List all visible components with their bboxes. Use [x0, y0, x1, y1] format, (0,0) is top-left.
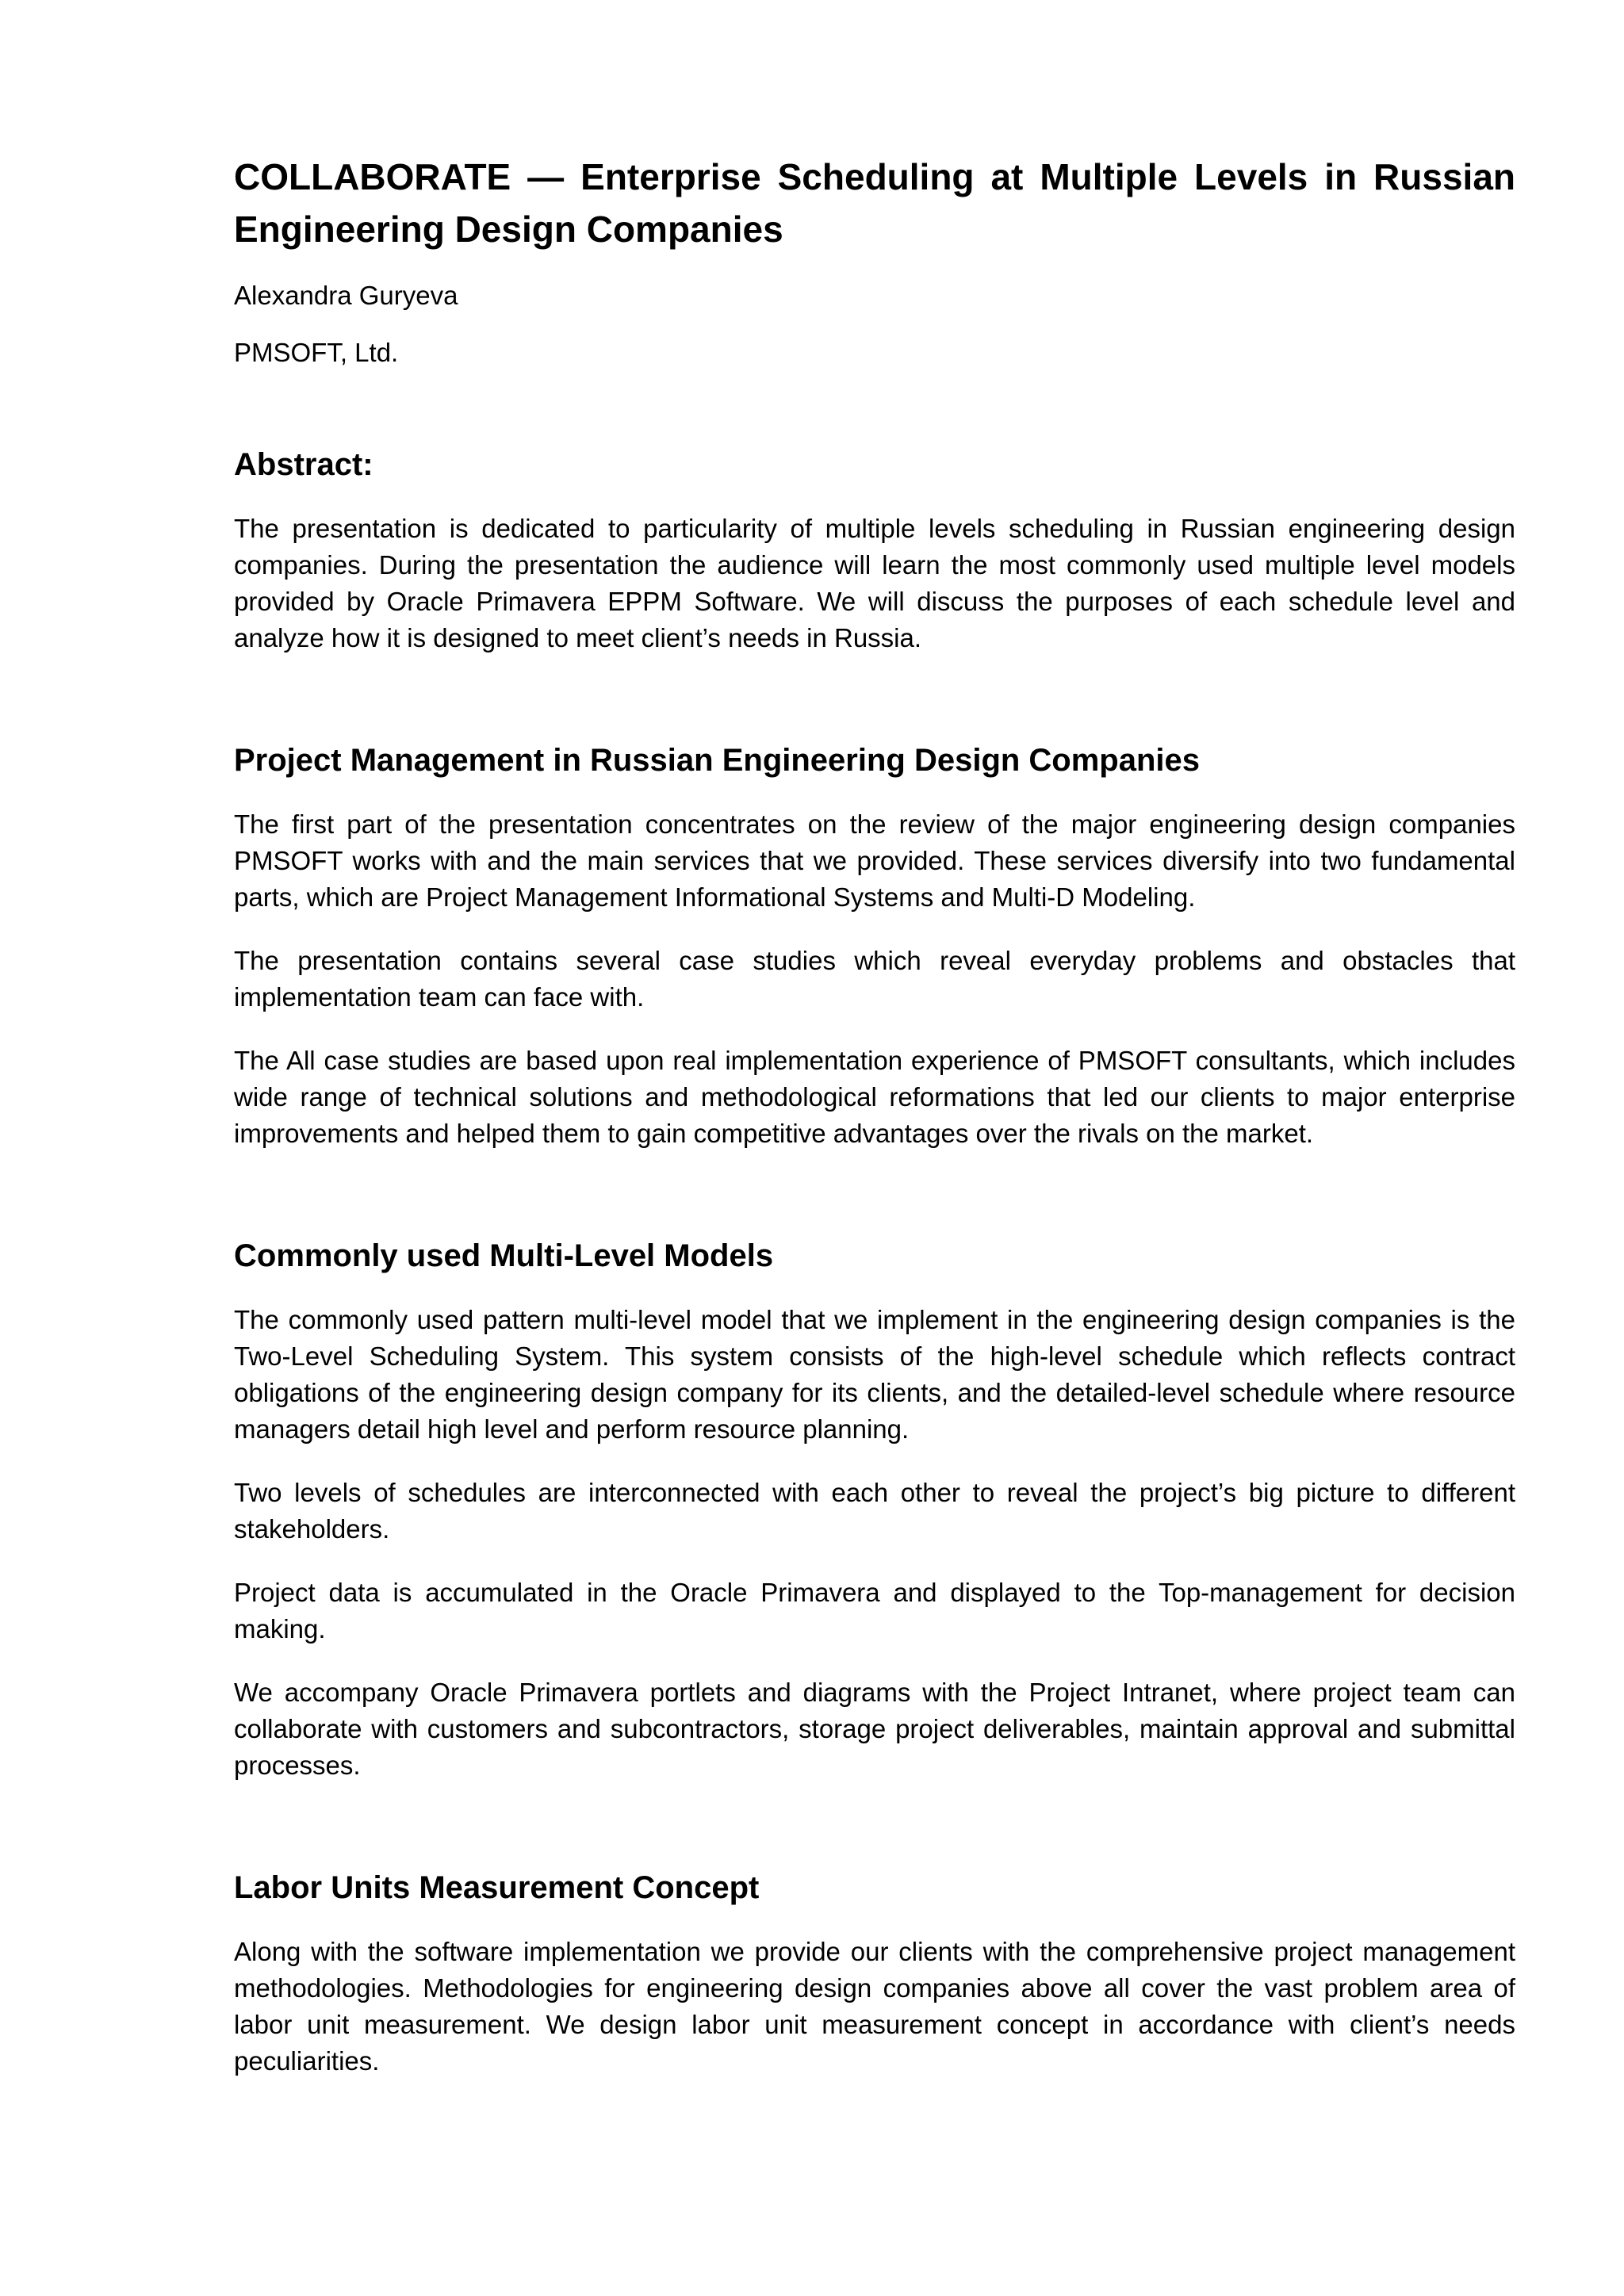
paragraph: The presentation is dedicated to particularity of multiple levels scheduling in Russian engineering design companies. During the presentation the audience will learn the most commonly used multiple level models provided by Oracle Primavera EPPM Software. We will discuss the purposes of each schedule level and analyze how it is designed to meet client’s needs in Russia. — [234, 514, 1515, 652]
paragraph: We accompany Oracle Primavera portlets and diagrams with the Project Intranet, where project team can collaborate with customers and subcontractors, storage project deliverables, maintain approval and submittal processes. — [234, 1678, 1515, 1780]
section-heading-multi-level-models: Commonly used Multi-Level Models — [234, 1238, 774, 1273]
section-heading-labor-units: Labor Units Measurement Concept — [234, 1870, 760, 1905]
document-title: COLLABORATE — Enterprise Scheduling at Multiple Levels in Russian Engineering Design Companies — [234, 156, 1515, 250]
section-multi-level-models — [234, 1236, 1515, 1784]
paragraph: Two levels of schedules are interconnected with each other to reveal the project’s big picture to different stakeholders. — [234, 1478, 1515, 1544]
paragraph: The presentation contains several case studies which reveal everyday problems and obstacles that implementation team can face with. — [234, 946, 1515, 1012]
section-heading-project-management: Project Management in Russian Engineering Design Companies — [234, 743, 1201, 778]
paragraph: Project data is accumulated in the Oracle Primavera and displayed to the Top-management for decision making. — [234, 1578, 1515, 1644]
paragraph: The commonly used pattern multi-level model that we implement in the engineering design companies is the Two-Level Scheduling System. This system consists of the high-level schedule which reflects contract obligations of the engineering design company for its clients, and the detailed-level schedule where resource managers detail high level and perform resource planning. — [234, 1305, 1515, 1444]
section-project-management — [234, 740, 1515, 1152]
section-heading-abstract: Abstract: — [234, 447, 373, 482]
paragraph: The All case studies are based upon real implementation experience of PMSOFT consultants, which includes wide range of technical solutions and methodological reformations that led our clients to major enterprise improvements and helped them to gain competitive advantages over the rivals on the market. — [234, 1046, 1515, 1148]
paragraph: The first part of the presentation concentrates on the review of the major engineering design companies PMSOFT works with and the main services that we provided. These services diversify into two fundamental parts, which are Project Management Informational Systems and Multi-D Modeling. — [234, 809, 1515, 912]
document-page — [234, 151, 1515, 2080]
section-abstract — [234, 445, 1515, 656]
paragraph: Along with the software implementation we provide our clients with the comprehensive project management methodologies. Methodologies for engineering design companies above all cover the vast problem area of labor unit measurement. We design labor unit measurement concept in accordance with client’s needs peculiarities. — [234, 1937, 1515, 2076]
author-organization: PMSOFT, Ltd. — [234, 338, 399, 367]
section-labor-units — [234, 1868, 1515, 2080]
author-name: Alexandra Guryeva — [234, 281, 458, 310]
